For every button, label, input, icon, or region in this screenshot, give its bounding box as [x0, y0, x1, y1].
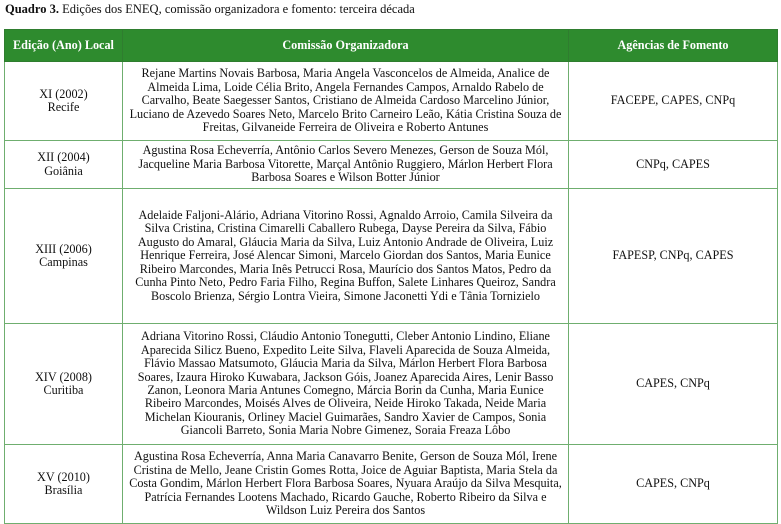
- committee-cell: Agustina Rosa Echeverría, Antônio Carlos Severo Menezes, Gerson de Souza Mól, Jacqueline Maria Barbosa Vitorette, Marçal Antônio Ruggiero, Márlon Herbert Flora Barbosa Soares e Wilson Botter Júnior: [123, 141, 569, 189]
- eneq-table: [4, 29, 778, 524]
- edition-place: Brasília: [44, 483, 83, 497]
- funding-cell: CAPES, CNPq: [569, 324, 778, 445]
- header-edition: Edição (Ano) Local: [5, 30, 123, 62]
- table-row: [5, 189, 778, 324]
- edition-year: XIII (2006): [35, 241, 92, 256]
- funding-cell: CNPq, CAPES: [569, 141, 778, 189]
- table-caption: [5, 2, 415, 17]
- funding-cell: CAPES, CNPq: [569, 445, 778, 524]
- caption-text: Edições dos ENEQ, comissão organizadora e fomento: terceira década: [58, 2, 415, 16]
- committee-cell: Agustina Rosa Echeverría, Anna Maria Canavarro Benite, Gerson de Souza Mól, Irene Cristina de Mello, Jeane Cristin Gomes Rotta, Joice de Aguiar Baptista, Maria Stela da Costa Gondim, Márlon Herbert Flora Barbosa Soares, Nyuara Araújo da Silva Mesquita, Patrícia Fernandes Lootens Machado, Ricardo Gauche, Roberto Ribeiro da Silva e Wildson Luiz Pereira dos Santos: [123, 445, 569, 524]
- edition-cell: [5, 445, 123, 524]
- committee-cell: Adriana Vitorino Rossi, Cláudio Antonio Tonegutti, Cleber Antonio Lindino, Eliane Aparecida Silicz Bueno, Expedito Leite Silva, Flaveli Aparecida de Souza Almeida, Flávio Massao Matsumoto, Gláucia Maria da Silva, Márlon Herbert Flora Barbosa Soares, Izaura Hiroko Kuwabara, Jackson Góis, Joanez Aparecida Aires, Lenir Basso Zanon, Leonora Maria Antunes Comegno, Márcia Borin da Cunha, Maria Eunice Ribeiro Marcondes, Moisés Alves de Oliveira, Neide Hiroko Takada, Neide Maria Michelan Kiouranis, Orliney Maciel Guimarães, Sandro Xavier de Campos, Sonia Giancoli Barreto, Sonia Maria Nobre Gimenez, Soraia Freaza Lôbo: [123, 324, 569, 445]
- committee-cell: Adelaide Faljoni-Alário, Adriana Vitorino Rossi, Agnaldo Arroio, Camila Silveira da Silva Cristina, Cristina Cimarelli Caballero Rubega, Dayse Pereira da Silva, Fábio Augusto do Amaral, Gláucia Maria da Silva, Luiz Antonio Andrade de Oliveira, Luiz Henrique Ferreira, José Alencar Simoni, Marcelo Giordan dos Santos, Maria Eunice Ribeiro Marcondes, Maria Inês Petrucci Rosa, Maurício dos Santos Matos, Pedro da Cunha Pinto Neto, Pedro Faria Filho, Regina Buffon, Salete Linhares Queiroz, Sandra Boscolo Brienza, Sérgio Lontra Vieira, Simone Jaconetti Ydi e Tânia Tornizielo: [123, 189, 569, 324]
- edition-cell: [5, 189, 123, 324]
- edition-cell: [5, 62, 123, 141]
- table-row: [5, 141, 778, 189]
- edition-year: XI (2002): [39, 86, 88, 101]
- header-committee: Comissão Organizadora: [123, 30, 569, 62]
- funding-cell: FAPESP, CNPq, CAPES: [569, 189, 778, 324]
- edition-place: Goiânia: [44, 163, 83, 178]
- caption-label: Quadro 3.: [5, 2, 59, 16]
- edition-cell: [5, 324, 123, 445]
- header-row: [5, 30, 778, 62]
- edition-cell: [5, 141, 123, 189]
- header-funding: Agências de Fomento: [569, 30, 778, 62]
- edition-year: XV (2010): [37, 469, 90, 484]
- committee-cell: Rejane Martins Novais Barbosa, Maria Angela Vasconcelos de Almeida, Analice de Almeida Lima, Loide Célia Brito, Angela Fernandes Campos, Arnaldo Rabelo de Carvalho, Beate Saegesser Santos, Cristiano de Almeida Cardoso Marcelino Júnior, Luciano de Azevedo Soares Neto, Marcelo Brito Carneiro Leão, Kátia Cristina Souza de Freitas, Gilvaneide Ferreira de Oliveira e Roberto Antunes: [123, 62, 569, 141]
- table-row: [5, 445, 778, 524]
- edition-place: Campinas: [39, 255, 88, 269]
- funding-cell: FACEPE, CAPES, CNPq: [569, 62, 778, 141]
- edition-place: Curitiba: [43, 383, 84, 397]
- edition-year: XII (2004): [37, 150, 90, 165]
- table-row: [5, 324, 778, 445]
- edition-place: Recife: [47, 100, 80, 114]
- edition-year: XIV (2008): [35, 369, 92, 384]
- table-row: [5, 62, 778, 141]
